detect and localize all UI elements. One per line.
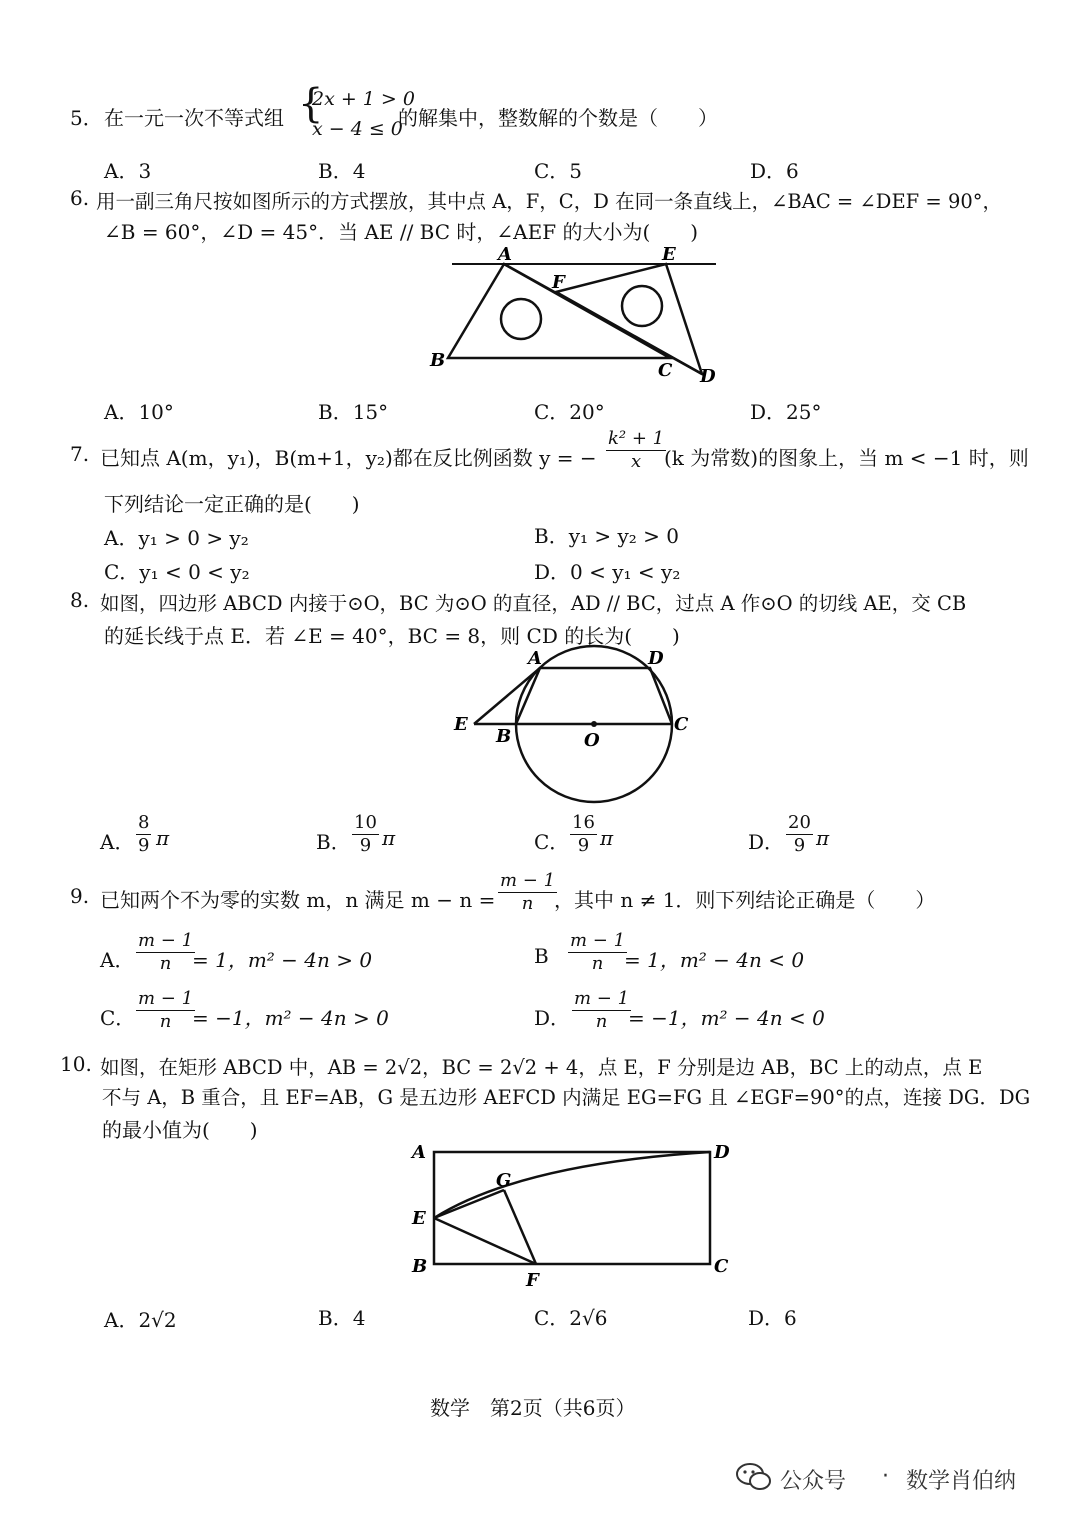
q9-option-c-numerator: m − 1: [138, 988, 194, 1009]
q7-number: 7.: [70, 442, 90, 466]
q6-label-e: E: [662, 244, 676, 265]
q8-quadrilateral-abcd: [516, 668, 672, 724]
q8-option-a-denominator: 9: [138, 835, 150, 856]
watermark-name: 数学肖伯纳: [906, 1469, 1017, 1494]
q5-number: 5．: [70, 106, 103, 130]
q10-option-d: D．6: [748, 1306, 797, 1330]
q10-option-c: C．2√6: [534, 1306, 608, 1330]
q5-option-a: A．3: [104, 159, 152, 183]
q7-fraction: [606, 428, 666, 473]
q8-option-c-letter: C．: [534, 830, 570, 854]
q6-number: 6.: [70, 186, 90, 210]
q9-option-b-fraction: [568, 930, 627, 975]
q8-option-d-denominator: 9: [793, 835, 806, 856]
q9-fraction-denominator: n: [521, 893, 534, 914]
q8-label-b: B: [496, 726, 512, 747]
q9-option-a-letter: A．: [100, 948, 135, 972]
q8-option-b-numerator: 10: [354, 812, 377, 833]
q10-number: 10.: [60, 1052, 92, 1076]
q7-option-d: D．0 < y₁ < y₂: [534, 560, 681, 584]
q10-option-a: A．2√2: [104, 1308, 177, 1332]
q6-option-b: B．15°: [318, 400, 389, 424]
q10-path-dg: [434, 1152, 710, 1218]
q10-stem-line1: 如图，在矩形 ABCD 中，AB = 2√2，BC = 2√2 + 4，点 E，F 分别是边 AB，BC 上的动点，点 E: [100, 1056, 983, 1079]
q6-option-c: C．20°: [534, 400, 605, 424]
q6-stem-line2: ∠B = 60°，∠D = 45°．当 AE // BC 时，∠AEF 的大小为( ): [104, 220, 699, 244]
q5-option-d: D．6: [750, 159, 799, 183]
q7-fraction-denominator: x: [630, 451, 642, 472]
q10-option-b: B．4: [318, 1306, 366, 1330]
q10-label-c: C: [714, 1256, 729, 1277]
q7-option-c: C．y₁ < 0 < y₂: [104, 560, 250, 584]
q8-option-c-fraction: [570, 812, 597, 857]
q10-label-a: A: [412, 1142, 426, 1163]
q8-circle-figure: [448, 640, 708, 810]
q7-option-b: B．y₁ > y₂ > 0: [534, 524, 679, 548]
q9-option-d-tail: = −1，m² − 4n < 0: [628, 1006, 825, 1030]
q8-option-a-letter: A．: [100, 830, 135, 854]
q8-center-dot: [591, 721, 597, 727]
q10-rectangle-figure: [400, 1134, 750, 1294]
q10-label-b: B: [412, 1256, 428, 1277]
q8-option-b-pi: π: [382, 826, 396, 850]
q9-option-d-numerator: m − 1: [574, 988, 630, 1009]
q6-option-d: D．25°: [750, 400, 822, 424]
q6-label-d: D: [700, 366, 716, 387]
q9-option-b-letter: B: [534, 944, 549, 968]
q5-system-line1: 2x + 1 > 0: [312, 88, 415, 110]
q10-segment-eg: [434, 1190, 504, 1218]
q8-option-a-fraction: [136, 812, 151, 857]
q8-option-b-fraction: [352, 812, 379, 857]
q10-label-d: D: [714, 1142, 730, 1163]
q8-option-d-numerator: 20: [788, 812, 811, 833]
q6-hole-right: [622, 286, 662, 326]
q8-label-d: D: [648, 648, 664, 669]
q9-stem-post: ，其中 n ≠ 1．则下列结论正确是（ ）: [554, 888, 936, 912]
q8-label-e: E: [454, 714, 468, 735]
q8-label-o: O: [584, 730, 600, 751]
q9-option-b-tail: = 1，m² − 4n < 0: [624, 948, 805, 972]
q5-stem-post: 的解集中，整数解的个数是（ ）: [398, 106, 718, 130]
q7-stem-pre: 已知点 A(m，y₁)，B(m+1，y₂)都在反比例函数 y = −: [100, 446, 597, 470]
q9-option-a-tail: = 1，m² − 4n > 0: [192, 948, 373, 972]
q9-stem-pre: 已知两个不为零的实数 m，n 满足 m − n =: [100, 888, 496, 912]
q10-stem-line3: 的最小值为( ): [102, 1118, 258, 1142]
watermark-dot: ·: [882, 1464, 889, 1489]
q8-option-c-denominator: 9: [577, 835, 590, 856]
q8-option-c-pi: π: [600, 826, 614, 850]
q5-option-b: B．4: [318, 159, 366, 183]
q6-label-c: C: [658, 360, 673, 381]
q6-label-a: A: [498, 244, 512, 265]
q9-option-b-denominator: n: [591, 953, 604, 974]
q8-option-d-letter: D．: [748, 830, 785, 854]
q8-stem-line1: 如图，四边形 ABCD 内接于⊙O，BC 为⊙O 的直径，AD // BC，过点 A 作⊙O 的切线 AE，交 CB: [100, 592, 967, 615]
q10-label-g: G: [496, 1170, 512, 1191]
q9-option-d-fraction: [572, 988, 631, 1033]
q5-option-c: C．5: [534, 159, 583, 183]
q7-stem-post: (k 为常数)的图象上，当 m < −1 时，则: [664, 446, 1029, 470]
q8-label-c: C: [674, 714, 689, 735]
brace-icon: {: [298, 81, 324, 127]
watermark-prefix: 公众号: [780, 1469, 847, 1494]
q8-stem-line2: 的延长线于点 E．若 ∠E = 40°，BC = 8，则 CD 的长为( ): [104, 624, 680, 648]
q7-fraction-numerator: k² + 1: [608, 428, 665, 449]
q10-label-e: E: [412, 1208, 426, 1229]
q9-fraction: [498, 870, 557, 915]
q9-option-c-tail: = −1，m² − 4n > 0: [192, 1006, 389, 1030]
q9-option-c-fraction: [136, 988, 195, 1033]
q9-option-a-numerator: m − 1: [138, 930, 194, 951]
q8-option-d-pi: π: [816, 826, 830, 850]
q10-stem-line2: 不与 A，B 重合，且 EF=AB，G 是五边形 AEFCD 内满足 EG=FG 且 ∠EGF=90°的点，连接 DG．DG: [102, 1086, 1031, 1109]
q5-system-line2: x − 4 ≤ 0: [312, 118, 403, 140]
q5-stem-pre: 在一元一次不等式组: [104, 106, 284, 130]
q8-option-a-numerator: 8: [138, 812, 150, 833]
q8-option-c-numerator: 16: [572, 812, 595, 833]
q9-option-a-fraction: [136, 930, 195, 975]
q7-stem-line2: 下列结论一定正确的是( ): [104, 492, 360, 516]
q8-label-a: A: [528, 648, 542, 669]
q10-label-f: F: [526, 1270, 539, 1291]
wechat-icon: [736, 1462, 772, 1492]
q9-fraction-numerator: m − 1: [500, 870, 556, 891]
q6-label-f: F: [552, 272, 565, 293]
q6-triangles-figure: [420, 240, 740, 390]
q6-label-b: B: [430, 350, 446, 371]
q6-stem-line1: 用一副三角尺按如图所示的方式摆放，其中点 A，F，C，D 在同一条直线上，∠BAC = ∠DEF = 90°，: [96, 190, 1003, 213]
q8-number: 8.: [70, 588, 90, 612]
q10-segment-ef: [434, 1218, 536, 1264]
q9-number: 9.: [70, 884, 90, 908]
q9-option-c-denominator: n: [159, 1011, 172, 1032]
q9-option-a-denominator: n: [159, 953, 172, 974]
q8-tangent-ae: [474, 668, 540, 724]
q9-option-c-letter: C．: [100, 1006, 136, 1030]
q8-option-a-pi: π: [156, 826, 170, 850]
page-footer: 数学 第2页（共6页）: [430, 1396, 636, 1420]
q6-hole-left: [501, 299, 541, 339]
q9-option-b-numerator: m − 1: [570, 930, 626, 951]
q6-option-a: A．10°: [104, 400, 174, 424]
q9-option-d-denominator: n: [595, 1011, 608, 1032]
q9-option-d-letter: D．: [534, 1006, 571, 1030]
q7-option-a: A．y₁ > 0 > y₂: [104, 526, 249, 550]
q8-option-b-letter: B．: [316, 830, 351, 854]
q8-option-b-denominator: 9: [359, 835, 372, 856]
q8-option-d-fraction: [786, 812, 813, 857]
